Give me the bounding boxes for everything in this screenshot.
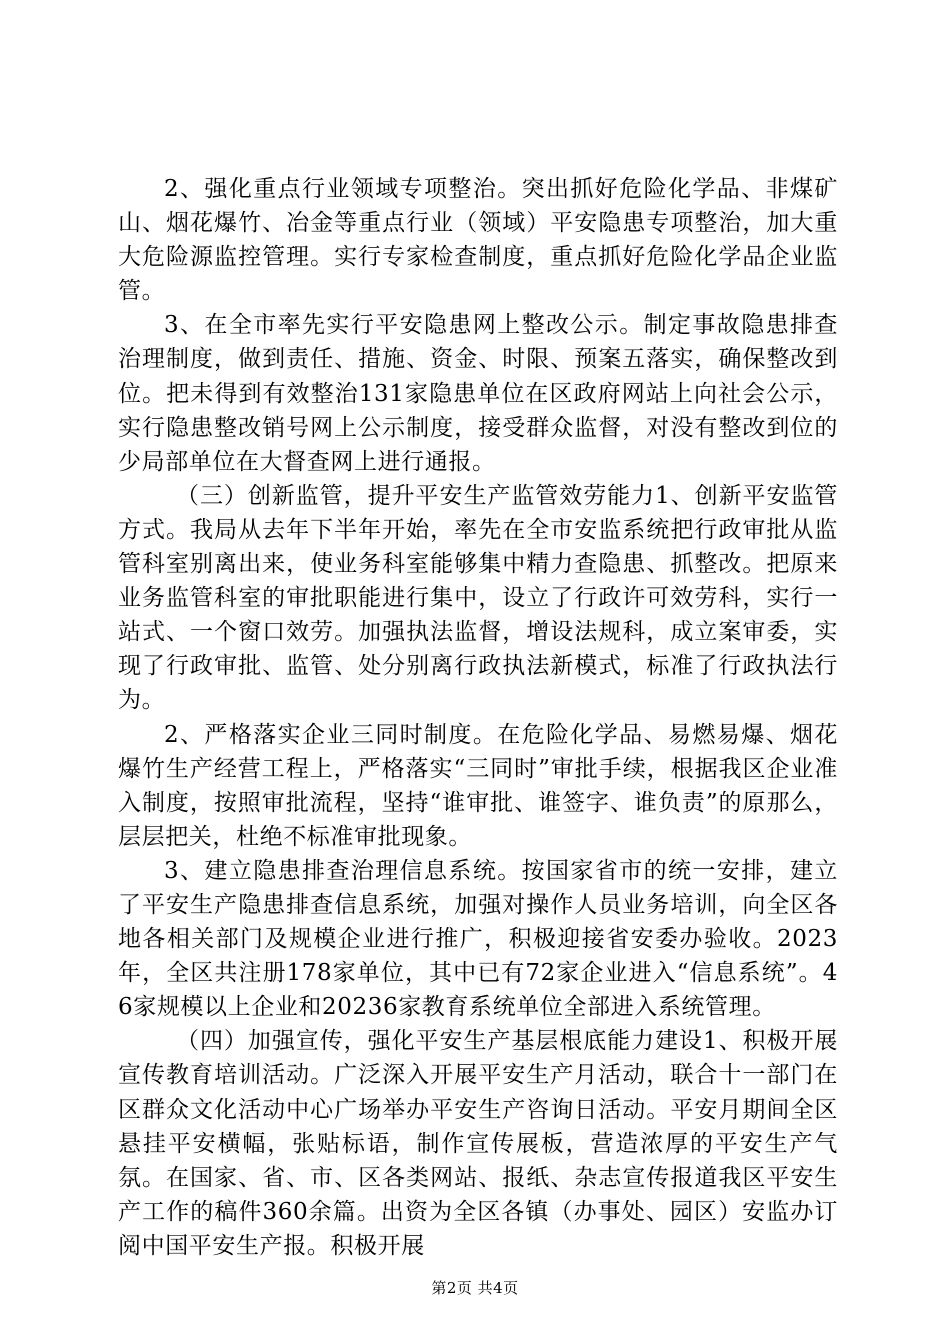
paragraph-publicity-training: （四）加强宣传，强化平安生产基层根底能力建设1、积极开展宣传教育培训活动。广泛深入开展平安生产月活动，联合十一部门在区群众文化活动中心广场举办平安生产咨询日活动。平安月期间全区悬挂平安横幅，张贴标语，制作宣传展板，营造浓厚的平安生产气氛。在国家、省、市、区各类网站、报纸、杂志宣传报道我区平安生产工作的稿件360余篇。出资为全区各镇（办事处、园区）安监办订阅中国平安生产报。积极开展	[118, 1028, 838, 1259]
paragraph-innovative-supervision: （三）创新监管，提升平安生产监管效劳能力1、创新平安监管方式。我局从去年下半年开始，率先在全市安监系统把行政审批从监管科室别离出来，使业务科室能够集中精力查隐患、抓整改。把原来业务监管科室的审批职能进行集中，设立了行政许可效劳科，实行一站式、一个窗口效劳。加强执法监督，增设法规科，成立案审委，实现了行政审批、监管、处分别离行政执法新模式，标准了行政执法行为。	[118, 482, 838, 714]
paragraph-industry-rectification: 2、强化重点行业领域专项整治。突出抓好危险化学品、非煤矿山、烟花爆竹、冶金等重点行业（领域）平安隐患专项整治，加大重大危险源监控管理。实行专家检查制度，重点抓好危险化学品企业监管。	[118, 176, 838, 305]
page-number-footer: 第2页 共4页	[431, 1279, 519, 1297]
paragraph-online-rectification-notice: 3、在全市率先实行平安隐患网上整改公示。制定事故隐患排查治理制度，做到责任、措施、资金、时限、预案五落实，确保整改到位。把未得到有效整治131家隐患单位在区政府网站上向社会公示，实行隐患整改销号网上公示制度，接受群众监督，对没有整改到位的少局部单位在大督查网上进行通报。	[118, 312, 838, 475]
paragraph-hazard-information-system: 3、建立隐患排查治理信息系统。按国家省市的统一安排，建立了平安生产隐患排查信息系统，加强对操作人员业务培训，向全区各地各相关部门及规模企业进行推广，积极迎接省安委办验收。2023年，全区共注册178家单位，其中已有72家企业进入“信息系统”。46家规模以上企业和20236家教育系统单位全部进入系统管理。	[118, 857, 838, 1021]
document-body	[118, 172, 838, 1263]
paragraph-three-simultaneous-system: 2、严格落实企业三同时制度。在危险化学品、易燃易爆、烟花爆竹生产经营工程上，严格落实“三同时”审批手续，根据我区企业准入制度，按照审批流程，坚持“谁审批、谁签字、谁负责”的原那么，层层把关，杜绝不标准审批现象。	[118, 721, 838, 850]
